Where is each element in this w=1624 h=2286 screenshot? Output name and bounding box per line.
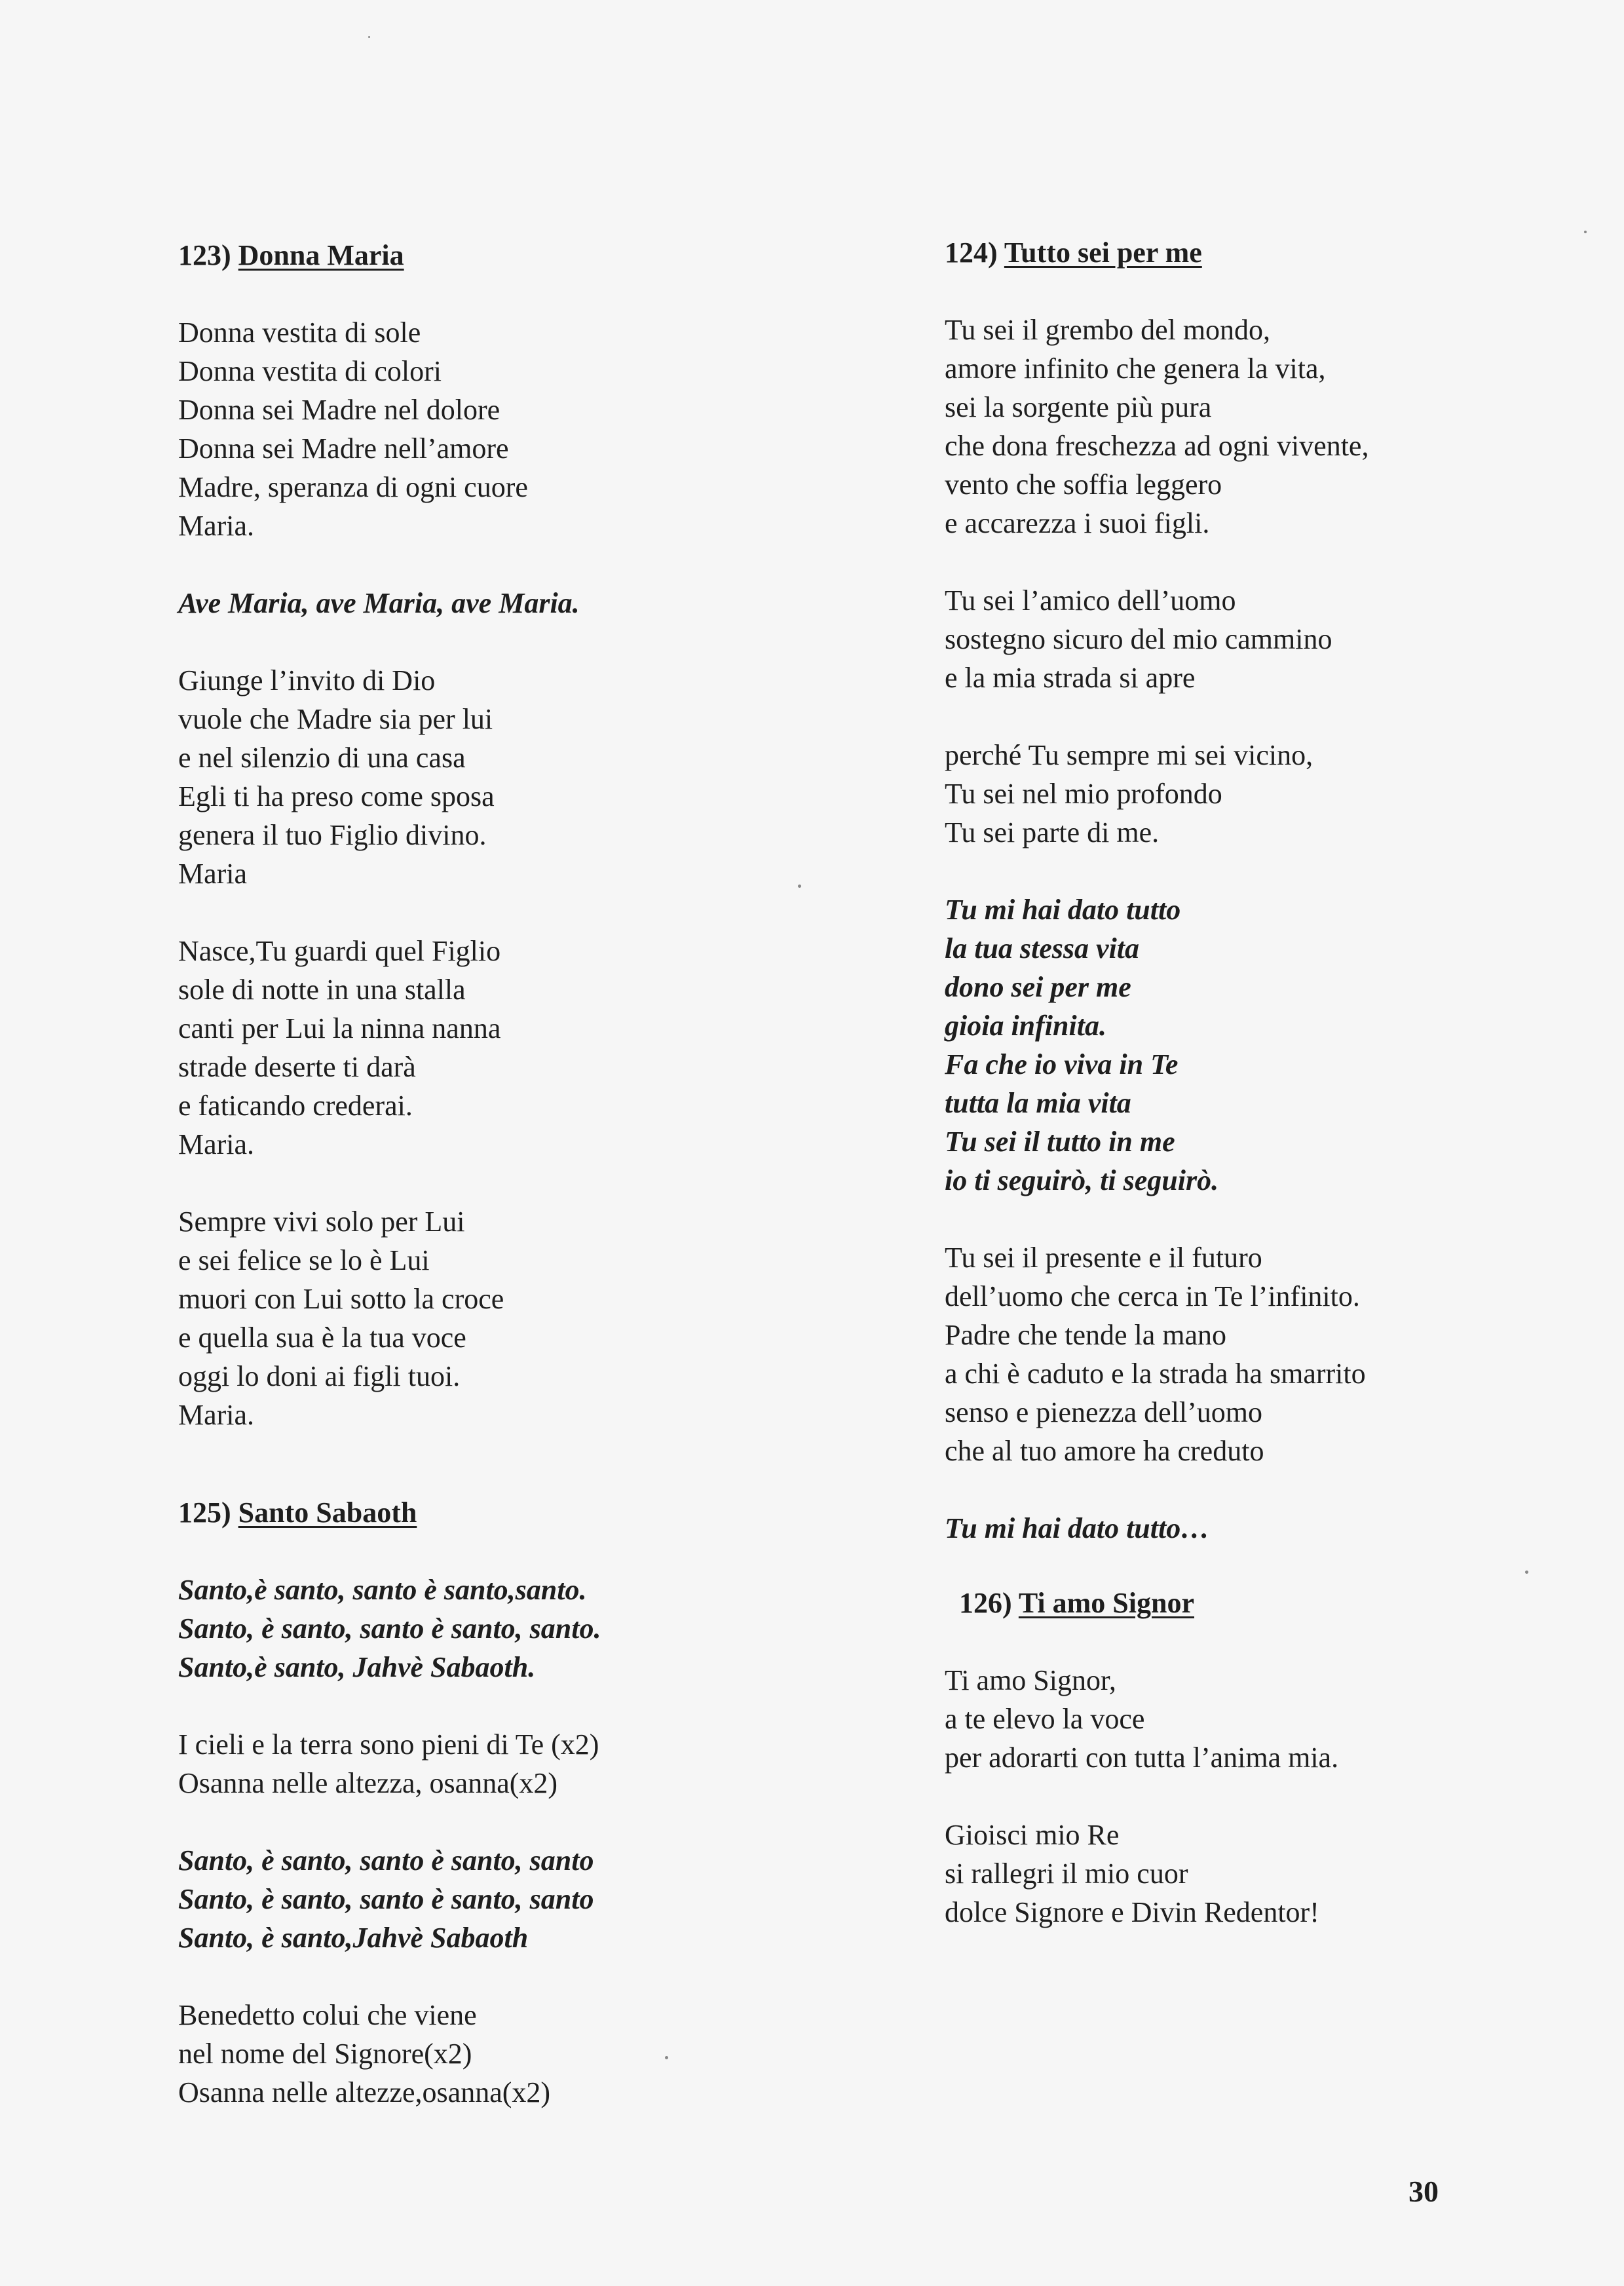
lyric-line: Santo, è santo, santo è santo, santo (178, 1844, 594, 1876)
lyric-line: senso e pienezza dell’uomo (945, 1396, 1263, 1428)
lyric-line: Tu sei parte di me. (945, 816, 1160, 848)
lyric-line: Donna vestita di sole (178, 316, 421, 349)
lyric-line: Maria (178, 858, 248, 890)
lyric-line: Ave Maria, ave Maria, ave Maria. (178, 587, 580, 619)
lyric-line: Santo, è santo, santo è santo, santo (178, 1883, 594, 1915)
lyric-line: tutta la mia vita (945, 1087, 1131, 1119)
lyric-line: Santo,è santo, Jahvè Sabaoth. (178, 1651, 536, 1683)
stanza (178, 1725, 768, 1802)
stanza (945, 581, 1574, 697)
song-123-heading (178, 236, 768, 275)
lyric-line: per adorarti con tutta l’anima mia. (945, 1742, 1339, 1774)
song-title: Ti amo Signor (1018, 1587, 1194, 1619)
lyric-line: io ti seguirò, ti seguirò. (945, 1164, 1219, 1196)
lyric-line: Tu sei il presente e il futuro (945, 1242, 1262, 1274)
lyric-line: Donna sei Madre nell’amore (178, 432, 509, 465)
lyric-line: Osanna nelle altezze,osanna(x2) (178, 2076, 551, 2108)
lyric-line: amore infinito che genera la vita, (945, 352, 1326, 385)
lyric-line: strade deserte ti darà (178, 1051, 416, 1083)
right-column (945, 233, 1574, 1932)
lyric-line: Santo, è santo, santo è santo, santo. (178, 1612, 601, 1645)
lyric-line: muori con Lui sotto la croce (178, 1283, 504, 1315)
lyric-line: genera il tuo Figlio divino. (178, 819, 487, 851)
lyric-line: Santo,è santo, santo è santo,santo. (178, 1574, 587, 1606)
stanza (178, 1202, 768, 1434)
stanza (178, 313, 768, 545)
stanza (945, 736, 1574, 852)
lyric-line: dell’uomo che cerca in Te l’infinito. (945, 1280, 1360, 1312)
refrain-repeat (945, 1509, 1574, 1548)
lyric-line: che dona freschezza ad ogni vivente, (945, 430, 1369, 462)
lyric-line: e la mia strada si apre (945, 662, 1196, 694)
lyric-line: sostegno sicuro del mio cammino (945, 623, 1332, 655)
stanza (945, 1816, 1574, 1932)
lyric-line: sole di notte in una stalla (178, 974, 466, 1006)
lyric-line: Maria. (178, 1128, 255, 1160)
refrain (945, 890, 1574, 1200)
song-124-heading (945, 233, 1574, 272)
refrain (178, 1841, 768, 1957)
lyric-line: e quella sua è la tua voce (178, 1322, 466, 1354)
scan-speck (665, 2056, 668, 2059)
lyric-line: si rallegri il mio cuor (945, 1857, 1188, 1890)
lyric-line: Egli ti ha preso come sposa (178, 780, 495, 812)
song-126-heading (945, 1584, 1574, 1622)
song-125-heading (178, 1493, 768, 1532)
lyric-line: perché Tu sempre mi sei vicino, (945, 739, 1313, 771)
lyric-line: la tua stessa vita (945, 932, 1140, 964)
lyric-line: Tu sei l’amico dell’uomo (945, 584, 1236, 617)
lyric-line: Osanna nelle altezza, osanna(x2) (178, 1767, 558, 1799)
lyric-line: Donna vestita di colori (178, 355, 442, 387)
lyric-line: a te elevo la voce (945, 1703, 1145, 1735)
lyric-line: Madre, speranza di ogni cuore (178, 471, 528, 503)
lyric-line: vento che soffia leggero (945, 468, 1222, 501)
song-title: Tutto sei per me (1004, 237, 1202, 269)
lyric-line: Padre che tende la mano (945, 1319, 1227, 1351)
lyric-line: Ti amo Signor, (945, 1664, 1116, 1696)
lyric-line: e faticando crederai. (178, 1090, 413, 1122)
stanza (178, 661, 768, 893)
lyric-line: I cieli e la terra sono pieni di Te (x2) (178, 1728, 599, 1761)
scan-speck (798, 885, 801, 888)
lyric-line: Tu sei nel mio profondo (945, 778, 1222, 810)
lyric-line: Fa che io viva in Te (945, 1048, 1179, 1080)
song-number: 124) (945, 237, 998, 269)
song-number: 123) (178, 239, 231, 271)
lyric-line: e nel silenzio di una casa (178, 742, 466, 774)
stanza (945, 1238, 1574, 1470)
lyric-line: Sempre vivi solo per Lui (178, 1206, 465, 1238)
lyric-line: Tu sei il tutto in me (945, 1126, 1175, 1158)
lyric-line: Maria. (178, 1399, 255, 1431)
song-title: Donna Maria (238, 239, 404, 271)
scan-speck (1584, 231, 1587, 233)
lyric-line: Gioisci mio Re (945, 1819, 1120, 1851)
refrain (178, 584, 768, 622)
lyric-line: e accarezza i suoi figli. (945, 507, 1210, 539)
lyric-line: gioia infinita. (945, 1010, 1106, 1042)
page-number: 30 (1408, 2175, 1439, 2208)
lyric-line: canti per Lui la ninna nanna (178, 1012, 501, 1044)
song-title: Santo Sabaoth (238, 1496, 417, 1529)
lyric-line: che al tuo amore ha creduto (945, 1435, 1264, 1467)
lyric-line: vuole che Madre sia per lui (178, 703, 493, 735)
song-number: 125) (178, 1496, 231, 1529)
lyric-line: Tu mi hai dato tutto… (945, 1512, 1210, 1544)
refrain (178, 1571, 768, 1686)
scan-speck (1525, 1571, 1528, 1574)
lyric-line: dono sei per me (945, 971, 1131, 1003)
lyric-line: sei la sorgente più pura (945, 391, 1212, 423)
lyric-line: Nasce,Tu guardi quel Figlio (178, 935, 501, 967)
lyric-line: oggi lo doni ai figli tuoi. (178, 1360, 461, 1392)
stanza (178, 1996, 768, 2112)
left-column (178, 236, 768, 2112)
stanza (178, 932, 768, 1164)
lyric-line: Maria. (178, 510, 255, 542)
song-number: 126) (959, 1587, 1012, 1619)
scan-speck (368, 36, 370, 38)
lyric-line: Donna sei Madre nel dolore (178, 394, 500, 426)
lyric-line: Santo, è santo,Jahvè Sabaoth (178, 1922, 529, 1954)
lyric-line: Tu sei il grembo del mondo, (945, 314, 1271, 346)
lyric-line: Tu mi hai dato tutto (945, 894, 1181, 926)
lyric-line: Benedetto colui che viene (178, 1999, 477, 2031)
lyric-line: a chi è caduto e la strada ha smarrito (945, 1358, 1366, 1390)
lyric-line: e sei felice se lo è Lui (178, 1244, 430, 1276)
lyric-line: nel nome del Signore(x2) (178, 2038, 472, 2070)
lyric-line: dolce Signore e Divin Redentor! (945, 1896, 1319, 1928)
stanza (945, 311, 1574, 543)
lyric-line: Giunge l’invito di Dio (178, 664, 436, 696)
stanza (945, 1661, 1574, 1777)
